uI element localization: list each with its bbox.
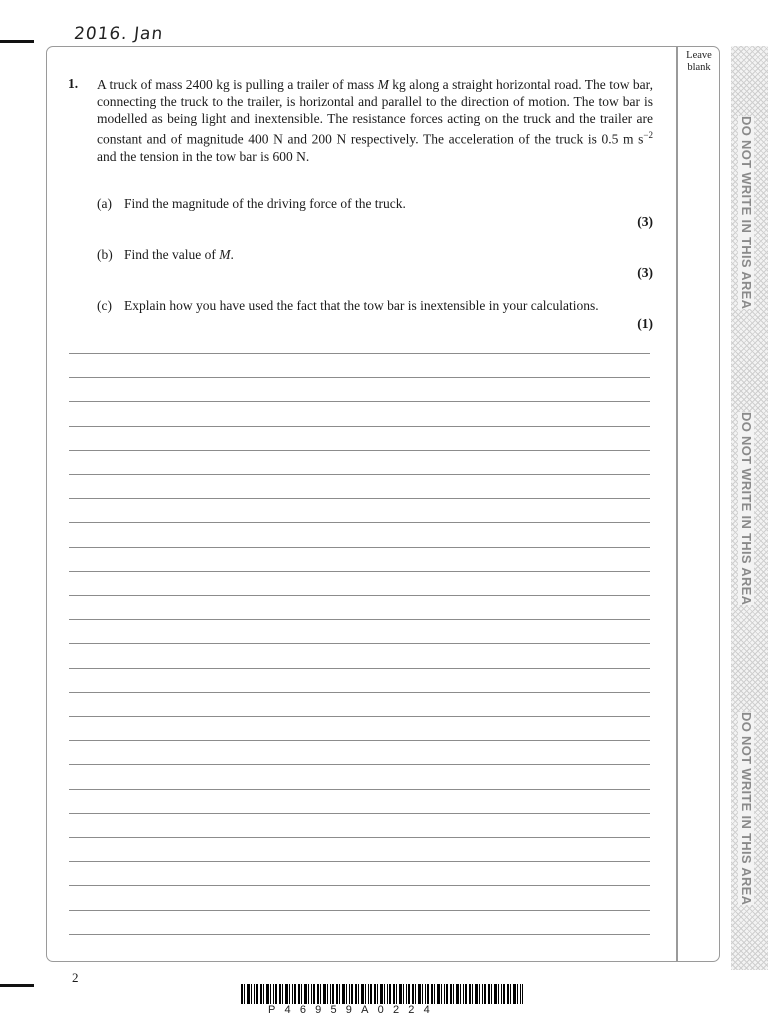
answer-line[interactable] — [69, 861, 650, 862]
answer-line[interactable] — [69, 813, 650, 814]
leave-blank-divider — [676, 46, 678, 962]
answer-line[interactable] — [69, 764, 650, 765]
side-warning-2: DO NOT WRITE IN THIS AREA — [739, 412, 754, 606]
answer-line[interactable] — [69, 692, 650, 693]
answer-line[interactable] — [69, 885, 650, 886]
answer-line[interactable] — [69, 547, 650, 548]
answer-line[interactable] — [69, 716, 650, 717]
part-b-text: Find the value of M. — [124, 247, 234, 262]
answer-line[interactable] — [69, 522, 650, 523]
question-number: 1. — [68, 76, 79, 91]
part-a-text: Find the magnitude of the driving force of the truck. — [124, 196, 406, 211]
part-b — [97, 247, 234, 263]
answer-line[interactable] — [69, 353, 650, 354]
question-text: A truck of mass 2400 kg is pulling a trailer of mass M kg along a straight horizontal road. The tow bar, connecting the truck to the trailer, is horizontal and parallel to the direction of motion. The tow bar is modelled as being light and inextensible. The resistance forces acting on the truck and the trailer are constant and of magnitude 400 N and 200 N respectively. The acceleration of the truck is 0.5 m $s^{-2}$ and the tension in the tow bar is 600 N. — [97, 77, 653, 164]
part-a — [97, 196, 406, 212]
answer-line[interactable] — [69, 643, 650, 644]
answer-line[interactable] — [69, 837, 650, 838]
part-b-marks: (3) — [637, 265, 653, 280]
answer-line[interactable] — [69, 450, 650, 451]
part-c-marks: (1) — [637, 316, 653, 331]
part-c-text: Explain how you have used the fact that the tow bar is inextensible in your calculations. — [124, 298, 599, 313]
side-warning-1: DO NOT WRITE IN THIS AREA — [739, 116, 754, 310]
answer-line[interactable] — [69, 619, 650, 620]
handwritten-note: 2016. Jan — [72, 24, 165, 44]
answer-line[interactable] — [69, 910, 650, 911]
answer-line[interactable] — [69, 934, 650, 935]
registration-mark-bottom — [0, 984, 34, 987]
barcode-text: P46959A0224 — [268, 1004, 439, 1016]
answer-line[interactable] — [69, 668, 650, 669]
part-c — [97, 298, 599, 314]
answer-line[interactable] — [69, 571, 650, 572]
answer-line[interactable] — [69, 789, 650, 790]
answer-line[interactable] — [69, 377, 650, 378]
answer-frame — [46, 46, 720, 962]
side-warning-3: DO NOT WRITE IN THIS AREA — [739, 712, 754, 906]
answer-line[interactable] — [69, 740, 650, 741]
part-a-label: (a) — [97, 196, 112, 211]
part-b-label: (b) — [97, 247, 113, 262]
answer-line[interactable] — [69, 426, 650, 427]
answer-line[interactable] — [69, 595, 650, 596]
part-a-marks: (3) — [637, 214, 653, 229]
answer-line[interactable] — [69, 498, 650, 499]
registration-mark-top — [0, 40, 34, 43]
page-number: 2 — [72, 970, 79, 985]
leave-label-line2: blank — [687, 62, 711, 73]
leave-label-line1: Leave — [686, 50, 712, 61]
answer-line[interactable] — [69, 401, 650, 402]
leave-blank-label — [678, 50, 720, 74]
answer-line[interactable] — [69, 474, 650, 475]
barcode — [241, 984, 523, 1004]
part-c-label: (c) — [97, 298, 112, 313]
